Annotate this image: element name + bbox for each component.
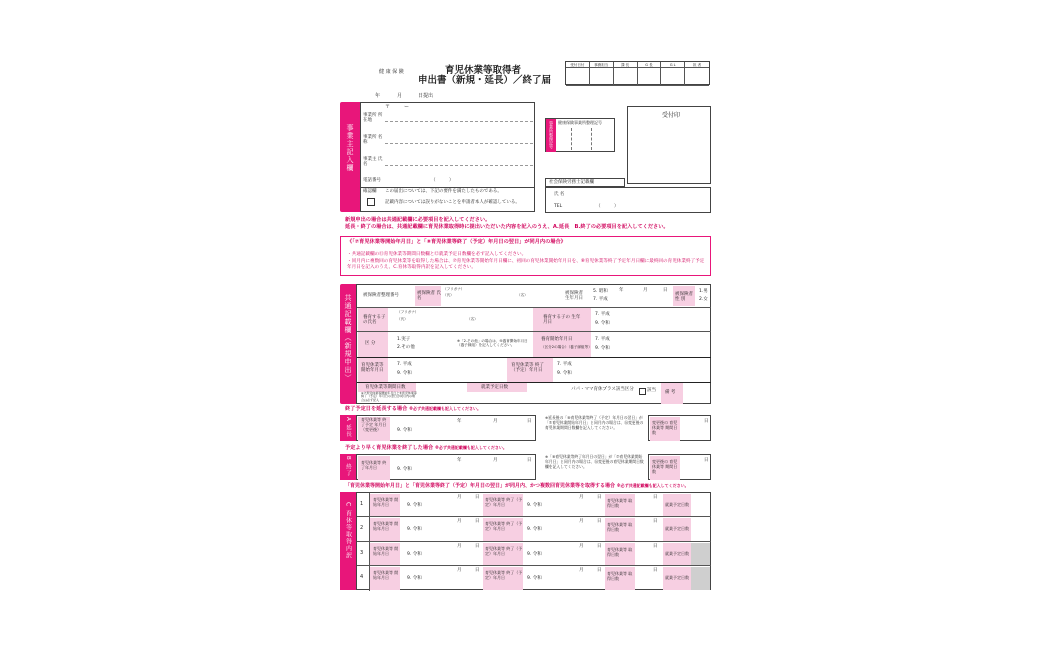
receipt-stamp-box bbox=[627, 106, 711, 184]
confirm-text1: この届出については、下記の要件を満たしたものである。 bbox=[385, 189, 502, 194]
same-month-note-box: 《「⑦育児休業等開始年月日」と「⑧育児休業等終了（予定）年月日の翌日」が同月内の場合》 ・共通記載欄の⑪育児休業等期間日数欄と⑫就業予定日数欄を必ず記入してください。 ・同月内に複数回の育児休業等を取得した場合は、⑦育児休業等開始年月日欄に、初回の育児休業開始年月日を、⑧育児休業等終了予定年月日欄に最終回の育児休業終了予定年月日を記入のうえ、C.育休等取得内訳を記入してください。 bbox=[340, 236, 711, 276]
breakdown-row: 2 育児休業等 開始年月日 9. 令和 月 日 育児休業等 終了（予定）年月日 9. 令和 月 日 育児休業等 取得日数 日 就業予定日数 bbox=[357, 517, 711, 541]
row-end-label: 育児休業等 終了（予定）年月日 bbox=[485, 545, 523, 556]
postal-dash: ー bbox=[404, 104, 410, 110]
sharoushi-tel-label: TEL bbox=[554, 204, 563, 209]
breakdown-row: 4 育児休業等 開始年月日 9. 令和 月 日 育児休業等 終了（予定）年月日 9. 令和 月 日 育児休業等 取得日数 日 就業予定日数 bbox=[357, 566, 711, 590]
address-label: 事業所 所在地 bbox=[363, 113, 383, 124]
row-start-label: 育児休業等 開始年月日 bbox=[373, 497, 399, 507]
confirm-label: 確認欄 bbox=[363, 189, 377, 194]
date-month-label: 月 bbox=[397, 93, 403, 99]
extend-field-label: 育児休業等 終了予定 年月日 （変更後） bbox=[361, 417, 387, 432]
extend-changed-days-box: 変更後の 育児休業等 期間日数 日 bbox=[648, 415, 711, 441]
birthdate-label: 被保険者 生年月日 bbox=[565, 291, 583, 302]
sharoushi-title: 社会保険労務士記載欄 bbox=[549, 180, 594, 185]
owner-label: 事業主 氏 名 bbox=[363, 157, 383, 168]
date-year-label: 年 bbox=[375, 93, 381, 99]
form-title-line2: 申出書（新規・延長）／終了届 bbox=[418, 75, 552, 86]
end-note: ※「⑧育児休業等終了年月日の翌日」が「⑦育児休業開始年月日」と同月内の場合は、⑯変更後の育児休業期間日数欄を記入してください。 bbox=[545, 454, 644, 469]
row-work-label: 就業予定日数 bbox=[665, 575, 689, 581]
end-heading: 予定より早く育児休業を終了した場合 ※必ず共通記載欄も記入してください。 bbox=[345, 445, 507, 451]
sharoushi-box bbox=[545, 187, 711, 213]
row-days-label: 育児休業等 取得日数 bbox=[607, 522, 633, 533]
papa-mama-label: パパ・ママ育休プラス該当区分 bbox=[571, 387, 634, 392]
leave-days-label: 育児休業等期間日数 bbox=[365, 385, 406, 390]
row-days-label: 育児休業等 取得日数 bbox=[607, 498, 633, 508]
employer-box bbox=[360, 102, 535, 212]
office-use-table: 受付日付 事務担当 課 長 G 長 G L 担 者 bbox=[565, 61, 710, 85]
date-day-label: 日提出 bbox=[418, 93, 434, 99]
end-box: 育児休業等 終了年月日 9. 令和 年 月 日 bbox=[356, 454, 536, 480]
row-work-days-field[interactable] bbox=[691, 543, 710, 565]
row-work-label: 就業予定日数 bbox=[665, 526, 689, 532]
common-section-box: 被保険者整理番号 被保険者 氏 名 （フリガナ） （氏） （名） 被保険者 生年月日 5. 昭和 7. 平成 年 月 日 被保険者 性 別 1.男 2.女 養育する子の氏名 （フリガナ） （氏） （名） 養育する子の 生年月日 7. 平成 9. 令和 区 分 1.実子 2.その他 ※「2.その他」の場合は、⑤養育開始年月日（養子縁組）を記入してください。 養育開始年月日 （区分2の場合）（養子縁組等） 7. 平成 9. 令和 育児休業等 開始年月日 7. 平成 9. 令和 育児休業等 終了（予定）年月日 7. 平成 9. 令和 育児休業等期間日数 ※⑦育児休業等開始年月日と⑧育児休業等終了（予定）年月日の翌日が同月内の場合は必ず記入 就業予定日数 パパ・ママ育休プラス該当区分 該当 備 考 bbox=[356, 284, 711, 404]
sharoushi-tel-parens: （ ） bbox=[596, 204, 619, 209]
remarks-label: 備 考 bbox=[665, 390, 676, 395]
row-work-days-field[interactable] bbox=[691, 567, 710, 589]
category-label: 区 分 bbox=[365, 341, 376, 346]
office-name-field[interactable] bbox=[385, 143, 533, 144]
receipt-label: 受付印 bbox=[662, 112, 681, 119]
office-code-label: 健康保険事業所整理記号 bbox=[558, 120, 602, 125]
postal-mark: 〒 bbox=[385, 104, 391, 110]
papa-mama-checkbox[interactable] bbox=[639, 388, 646, 395]
form-title-line1: 育児休業等取得者 bbox=[445, 65, 522, 76]
employer-section-tab: 事業主記入欄 bbox=[340, 102, 360, 212]
row-days-label: 育児休業等 取得日数 bbox=[607, 546, 633, 557]
note-extend-end: 延長・終了の場合は、共通記載欄に育児休業取得時に提出いただいた内容を記入のうえ、A.延長 B.終了の必要項目を記入してください。 bbox=[345, 224, 669, 230]
child-name-label: 養育する子の氏名 bbox=[363, 315, 386, 326]
office-name-label: 事業所 名 称 bbox=[363, 135, 383, 146]
breakdown-heading: 「育児休業等開始年月日」と「育児休業等終了（予定）年月日の翌日」が同月内、かつ複数回育児休業等を取得する場合 ※必ず共通記載欄も記入してください。 bbox=[345, 483, 689, 489]
confirm-text2: 記載内容については誤りがないことを申請者本人が確認している。 bbox=[385, 200, 520, 205]
office-code-side: 事業所整理記号 bbox=[549, 121, 554, 149]
end-field-label: 育児休業等 終了年月日 bbox=[361, 460, 387, 470]
row-start-label: 育児休業等 開始年月日 bbox=[373, 521, 399, 532]
row-start-label: 育児休業等 開始年月日 bbox=[373, 570, 399, 580]
adopt-date-label: 養育開始年月日 bbox=[541, 337, 573, 342]
note-new: 新規申出の場合は共通記載欄に必要項目を記入してください。 bbox=[345, 217, 491, 223]
breakdown-row: 1 育児休業等 開始年月日 9. 令和 月 日 育児休業等 終了（予定）年月日 9. 令和 月 日 育児休業等 取得日数 日 就業予定日数 bbox=[357, 493, 711, 517]
extend-heading: 終了予定日を延長する場合 ※必ず共通記載欄も記入してください。 bbox=[345, 406, 481, 412]
extend-note: ※延長後の「⑧育児休業等終了（予定）年月日の翌日」が「⑦育児休業開始年月日」と同月内の場合は、⑯変更後の育児休業期間日数欄を記入してください。 bbox=[545, 415, 644, 430]
row-number: 4 bbox=[360, 574, 364, 581]
phone-label: 電話番号 bbox=[363, 178, 381, 183]
row-work-days-field[interactable] bbox=[691, 494, 710, 516]
row-end-label: 育児休業等 終了（予定）年月日 bbox=[485, 570, 523, 580]
leave-start-label: 育児休業等 開始年月日 bbox=[361, 363, 384, 374]
sharoushi-name-label: 氏 名 bbox=[554, 192, 565, 197]
office-code-box bbox=[545, 118, 615, 152]
breakdown-row: 3 育児休業等 開始年月日 9. 令和 月 日 育児休業等 終了（予定）年月日 9. 令和 月 日 育児休業等 取得日数 日 就業予定日数 bbox=[357, 542, 711, 566]
row-end-label: 育児休業等 終了（予定）年月日 bbox=[485, 521, 523, 532]
end-changed-days-box: 変更後の 育児休業等 期間日数 日 bbox=[648, 454, 711, 480]
owner-field[interactable] bbox=[385, 165, 533, 166]
extend-box: 育児休業等 終了予定 年月日 （変更後） 9. 令和 年 月 日 bbox=[356, 415, 536, 441]
row-work-days-field[interactable] bbox=[691, 518, 710, 540]
row-work-label: 就業予定日数 bbox=[665, 550, 689, 556]
insurance-category: 健 康 保 険 bbox=[379, 69, 404, 75]
row-work-label: 就業予定日数 bbox=[665, 502, 689, 507]
insured-number-label: 被保険者整理番号 bbox=[363, 293, 399, 298]
leave-end-label: 育児休業等 終了（予定）年月日 bbox=[511, 363, 544, 374]
confirm-checkbox[interactable] bbox=[367, 198, 375, 206]
child-birth-label: 養育する子の 生年月日 bbox=[543, 315, 581, 326]
insured-name-label: 被保険者 氏 名 bbox=[417, 291, 441, 302]
row-end-label: 育児休業等 終了（予定）年月日 bbox=[485, 497, 523, 507]
extend-side-tab: A 延長 bbox=[340, 415, 356, 441]
row-number: 3 bbox=[360, 549, 364, 556]
common-section-tab: 共通記載欄（新規申出） bbox=[340, 284, 356, 404]
breakdown-side-tab: C 育休等取得内訳 bbox=[340, 492, 356, 590]
address-field[interactable] bbox=[385, 121, 533, 122]
gender-label: 被保険者 性 別 bbox=[675, 292, 693, 303]
row-days-label: 育児休業等 取得日数 bbox=[607, 571, 633, 581]
row-start-label: 育児休業等 開始年月日 bbox=[373, 545, 399, 556]
row-number: 2 bbox=[360, 525, 364, 532]
phone-parens: （ ） bbox=[431, 178, 454, 183]
end-side-tab: B 終了 bbox=[340, 454, 356, 480]
breakdown-table bbox=[356, 492, 711, 590]
row-number: 1 bbox=[360, 501, 364, 507]
work-days-label: 就業予定日数 bbox=[481, 385, 508, 390]
